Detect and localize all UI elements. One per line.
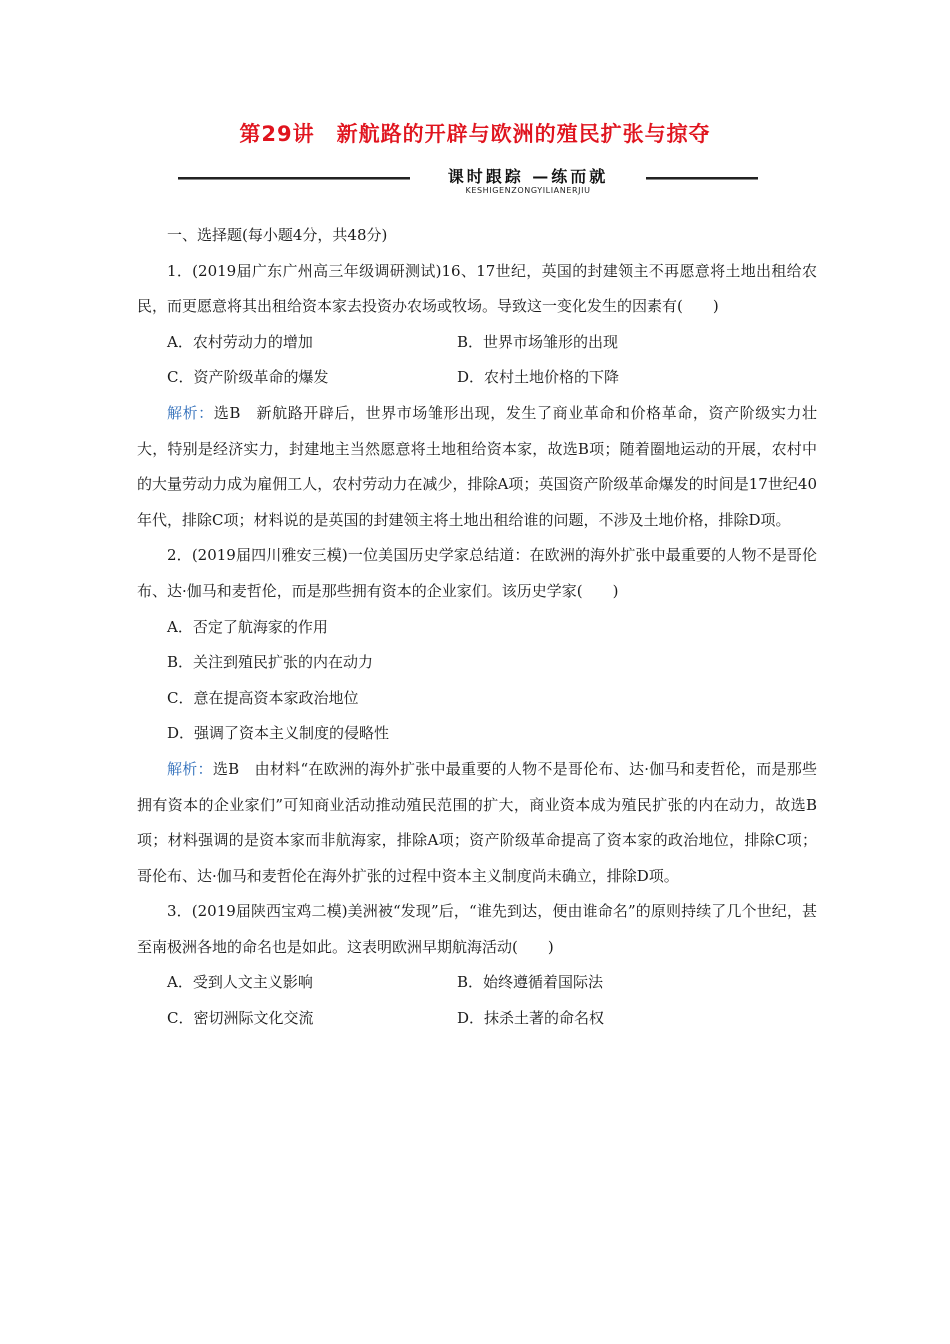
question-3-options-row-2 bbox=[137, 1001, 817, 1037]
analysis-text: 选B 新航路开辟后，世界市场雏形出现，发生了商业革命和价格革命，资产阶级实力壮大，特别是经济实力，封建地主当然愿意将土地租给资本家，故选B项；随着圈地运动的开展，农村中的大量劳动力成为雇佣工人，农村劳动力在减少，排除A项；英国资产阶级革命爆发的时间是17世纪40年代，排除C项；材料说的是英国的封建领主将土地出租给谁的问题，不涉及土地价格，排除D项。 bbox=[137, 403, 817, 529]
option-b: B．世界市场雏形的出现 bbox=[457, 332, 619, 351]
question-2-option-d-row bbox=[137, 716, 817, 752]
question-1-options-row-1 bbox=[137, 325, 817, 361]
question-2-stem: 2．(2019届四川雅安三模)一位美国历史学家总结道：在欧洲的海外扩张中最重要的人物不是哥伦布、达·伽马和麦哲伦，而是那些拥有资本的企业家们。该历史学家( ) bbox=[137, 546, 817, 600]
option-a: A．受到人文主义影响 bbox=[167, 973, 313, 992]
question-1-options-row-2 bbox=[137, 360, 817, 396]
section-banner bbox=[178, 162, 758, 202]
option-c: C．意在提高资本家政治地位 bbox=[167, 688, 359, 707]
option-d: D．抹杀土著的命名权 bbox=[457, 1009, 605, 1028]
question-3-stem: 3．(2019届陕西宝鸡二模)美洲被“发现”后，“谁先到达，便由谁命名”的原则持续了几个世纪，甚至南极洲各地的命名也是如此。这表明欧洲早期航海活动( ) bbox=[137, 902, 817, 956]
question-1-stem: 1．(2019届广东广州高三年级调研测试)16、17世纪，英国的封建领主不再愿意将土地出租给农民，而更愿意将其出租给资本家去投资办农场或牧场。导致这一变化发生的因素有( ) bbox=[137, 261, 817, 316]
option-c: C．密切洲际文化交流 bbox=[167, 1009, 314, 1028]
option-a: A．农村劳动力的增加 bbox=[167, 332, 313, 351]
question-3-options-row-1 bbox=[137, 965, 817, 1001]
option-d: D．农村土地价格的下降 bbox=[457, 368, 620, 387]
banner-left-rule bbox=[178, 177, 410, 180]
option-a: A．否定了航海家的作用 bbox=[167, 617, 328, 636]
question-1-analysis bbox=[137, 396, 817, 538]
banner-pinyin: KESHIGENZONGYILIANERJIU bbox=[465, 186, 591, 195]
analysis-tag: 解析： bbox=[167, 403, 214, 422]
question-2-analysis bbox=[137, 752, 817, 894]
question-2-option-a-row bbox=[137, 610, 817, 646]
option-c: C．资产阶级革命的爆发 bbox=[167, 368, 329, 387]
section-heading: 一、选择题(每小题4分，共48分) bbox=[167, 226, 388, 244]
question-2-option-c-row bbox=[137, 681, 817, 717]
banner-right-rule bbox=[646, 177, 758, 180]
analysis-tag: 解析： bbox=[167, 759, 213, 778]
banner-label: 课时跟踪 —练而就 bbox=[447, 167, 609, 186]
option-b: B．始终遵循着国际法 bbox=[457, 973, 604, 992]
option-b: B．关注到殖民扩张的内在动力 bbox=[167, 653, 374, 672]
analysis-text: 选B 由材料“在欧洲的海外扩张中最重要的人物不是哥伦布、达·伽马和麦哲伦，而是那些拥有资本的企业家们”可知商业活动推动殖民范围的扩大，商业资本成为殖民扩张的内在动力，故选B项；材料强调的是资本家而非航海家，排除A项；资产阶级革命提高了资本家的政治地位，排除C项；哥伦布、达·伽马和麦哲伦在海外扩张的过程中资本主义制度尚未确立，排除D项。 bbox=[137, 759, 817, 885]
option-d: D．强调了资本主义制度的侵略性 bbox=[167, 724, 390, 743]
page-title: 第29讲 新航路的开辟与欧洲的殖民扩张与掠夺 bbox=[239, 122, 711, 146]
document-body bbox=[137, 218, 817, 1037]
question-2-option-b-row bbox=[137, 645, 817, 681]
